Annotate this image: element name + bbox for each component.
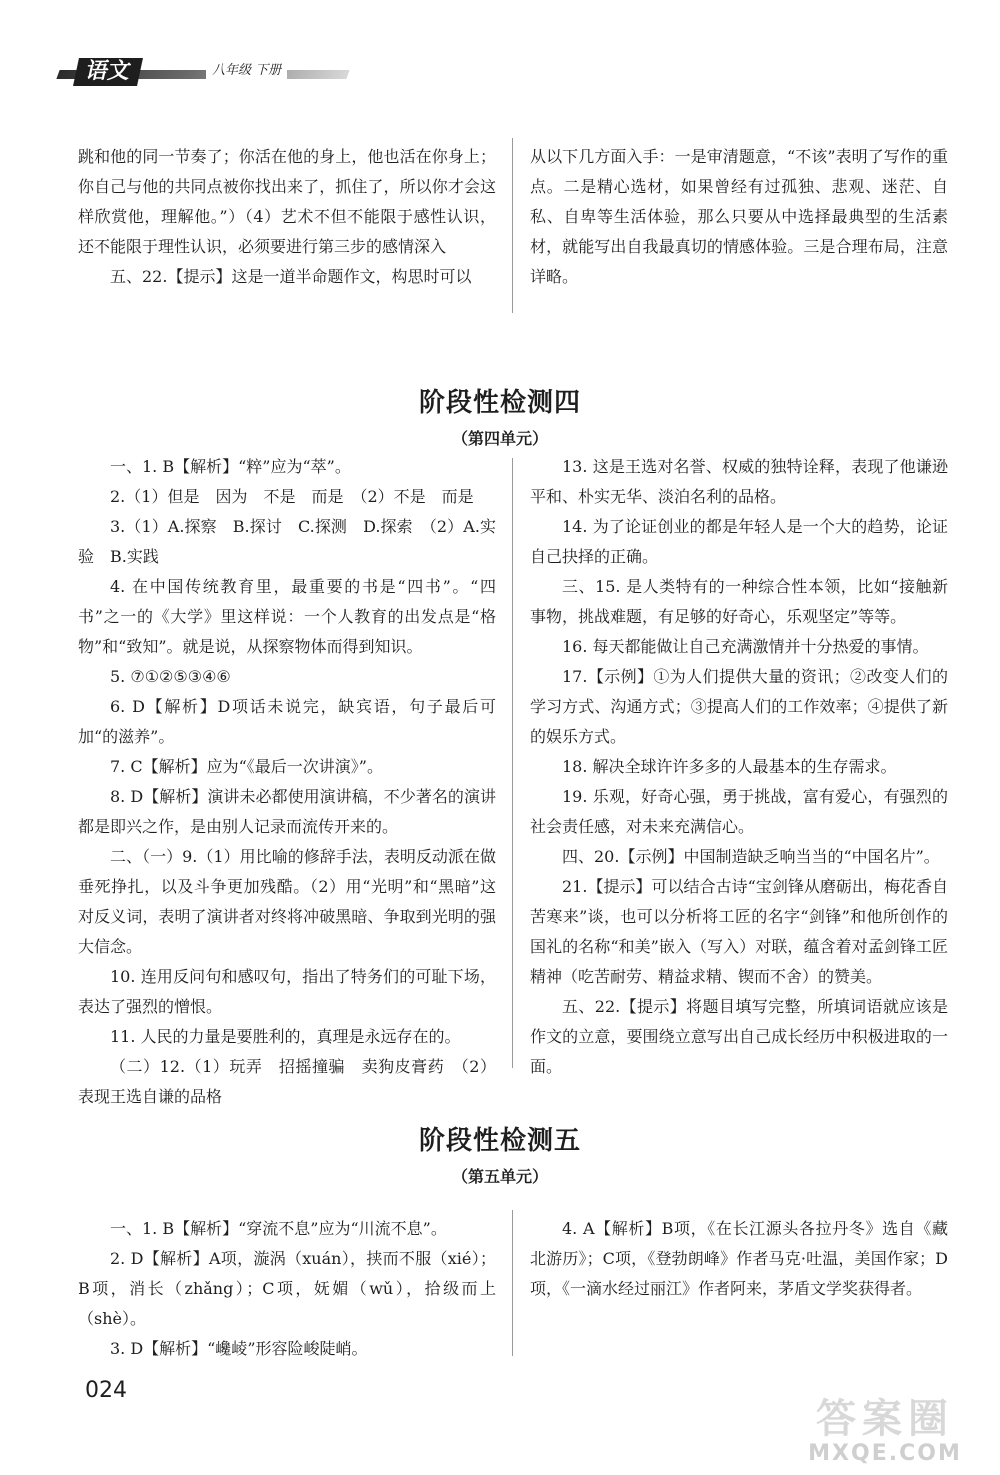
answer-item: 4. A【解析】B项，《在长江源头各拉丹冬》选自《藏北游历》；C项，《登勃朗峰》作者马克·吐温，美国作家；D项，《一滴水经过丽江》作者阿来，茅盾文学奖获得者。 (530, 1219, 948, 1298)
answer-item: 一、1. B【解析】“粹”应为“萃”。 (110, 457, 351, 476)
top-right-column (530, 142, 948, 292)
paragraph: 从以下几方面入手：一是审清题意，“不该”表明了写作的重点。二是精心选材，如果曾经有过孤独、悲观、迷茫、自私、自卑等生活体验，那么只要从中选择最典型的生活素材，就能写出自我最真切的情感体验。三是合理布局，注意详略。 (530, 147, 948, 286)
section5-right-column (530, 1214, 948, 1304)
answer-item: 16. 每天都能做让自己充满激情并十分热爱的事情。 (562, 637, 929, 656)
answer-item: 6. D【解析】D项话未说完，缺宾语，句子最后可加“的滋养”。 (78, 697, 496, 746)
answer-item: 一、1. B【解析】“穿流不息”应为“川流不息”。 (110, 1219, 447, 1238)
top-left-column (78, 142, 496, 292)
answer-item: 17.【示例】①为人们提供大量的资讯；②改变人们的学习方式、沟通方式；③提高人们的工作效率；④提供了新的娱乐方式。 (530, 667, 948, 746)
section-subtitle: （第四单元） (451, 429, 548, 448)
answer-item: 21.【提示】可以结合古诗“宝剑锋从磨砺出，梅花香自苦寒来”谈，也可以分析将工匠的名字“剑锋”和他所创作的国礼的名称“和美”嵌入（写入）对联，蕴含着对孟剑锋工匠精神（吃苦耐劳、精益求精、锲而不舍）的赞美。 (530, 877, 948, 986)
section4-right-column (530, 452, 948, 1082)
column-divider (512, 458, 513, 1068)
column-divider (512, 1210, 513, 1356)
answer-item: 3.（1）A.探察 B.探讨 C.探测 D.探索 （2）A.实验 B.实践 (78, 517, 496, 566)
answer-item: 三、15. 是人类特有的一种综合性本领，比如“接触新事物，挑战难题，有足够的好奇心，乐观坚定”等等。 (530, 577, 948, 626)
section4-left-column (78, 452, 496, 1112)
watermark-url: MXQE.COM (808, 1441, 962, 1466)
answer-item: 5. ⑦①②⑤③④⑥ (110, 667, 231, 686)
answer-item: 7. C【解析】应为“《最后一次讲演》”。 (110, 757, 383, 776)
answer-item: （二）12.（1）玩弄 招摇撞骗 卖狗皮膏药 （2）表现王选自谦的品格 (78, 1057, 496, 1106)
answer-item: 2. D【解析】A项，漩涡（xuán），挟而不服（xié）；B项，消长（zhǎng）；C项，妩媚（wǔ），拾级而上（shè）。 (78, 1249, 496, 1328)
answer-item: 19. 乐观，好奇心强，勇于挑战，富有爱心，有强烈的社会责任感，对未来充满信心。 (530, 787, 948, 836)
answer-item: 4. 在中国传统教育里，最重要的书是“四书”。“四书”之一的《大学》里这样说：一个人教育的出发点是“格物”和“致知”。就是说，从探察物体而得到知识。 (78, 577, 496, 656)
answer-item: 二、（一）9.（1）用比喻的修辞手法，表明反动派在做垂死挣扎，以及斗争更加残酷。（2）用“光明”和“黑暗”这对反义词，表明了演讲者对终将冲破黑暗、争取到光明的强大信念。 (78, 847, 496, 956)
grade-label: 八年级 下册 (206, 60, 287, 82)
section-title: 阶段性检测五 (418, 1126, 581, 1156)
subject-label: 语文 (73, 58, 143, 86)
paragraph: 跳和他的同一节奏了；你活在他的身上，他也活在你身上；你自己与他的共同点被你找出来了，抓住了，所以你才会这样欣赏他，理解他。”）（4）艺术不但不能限于感性认识，还不能限于理性认识，必须要进行第三步的感情深入 (78, 147, 496, 256)
answer-item: 8. D【解析】演讲未必都使用演讲稿，不少著名的演讲都是即兴之作，是由别人记录而流传开来的。 (78, 787, 496, 836)
answer-item: 13. 这是王选对名誉、权威的独特诠释，表现了他谦逊平和、朴实无华、淡泊名利的品格。 (530, 457, 948, 506)
answer-item: 2.（1）但是 因为 不是 而是 （2）不是 而是 (110, 487, 474, 506)
watermark-logo (790, 1395, 980, 1471)
section-subtitle: （第五单元） (451, 1167, 548, 1186)
answer-item: 3. D【解析】“巉崚”形容险峻陡峭。 (110, 1339, 368, 1358)
section-title: 阶段性检测四 (418, 388, 581, 418)
answer-item: 四、20.【示例】中国制造缺乏响当当的“中国名片”。 (562, 847, 940, 866)
column-divider (512, 138, 513, 313)
paragraph: 五、22.【提示】这是一道半命题作文，构思时可以 (110, 267, 472, 286)
page-number: 024 (85, 1378, 127, 1403)
answer-item: 10. 连用反问句和感叹句，指出了特务们的可耻下场，表达了强烈的憎恨。 (78, 967, 496, 1016)
watermark-text: 答案圈 (816, 1396, 954, 1442)
section5-left-column (78, 1214, 496, 1364)
answer-item: 五、22.【提示】将题目填写完整，所填词语就应该是作文的立意，要围绕立意写出自己成长经历中积极进取的一面。 (530, 997, 948, 1076)
answer-item: 14. 为了论证创业的都是年轻人是一个大的趋势，论证自己抉择的正确。 (530, 517, 948, 566)
answer-item: 11. 人民的力量是要胜利的，真理是永远存在的。 (110, 1027, 461, 1046)
answer-item: 18. 解决全球许许多多的人最基本的生存需求。 (562, 757, 897, 776)
page-header (58, 58, 348, 86)
